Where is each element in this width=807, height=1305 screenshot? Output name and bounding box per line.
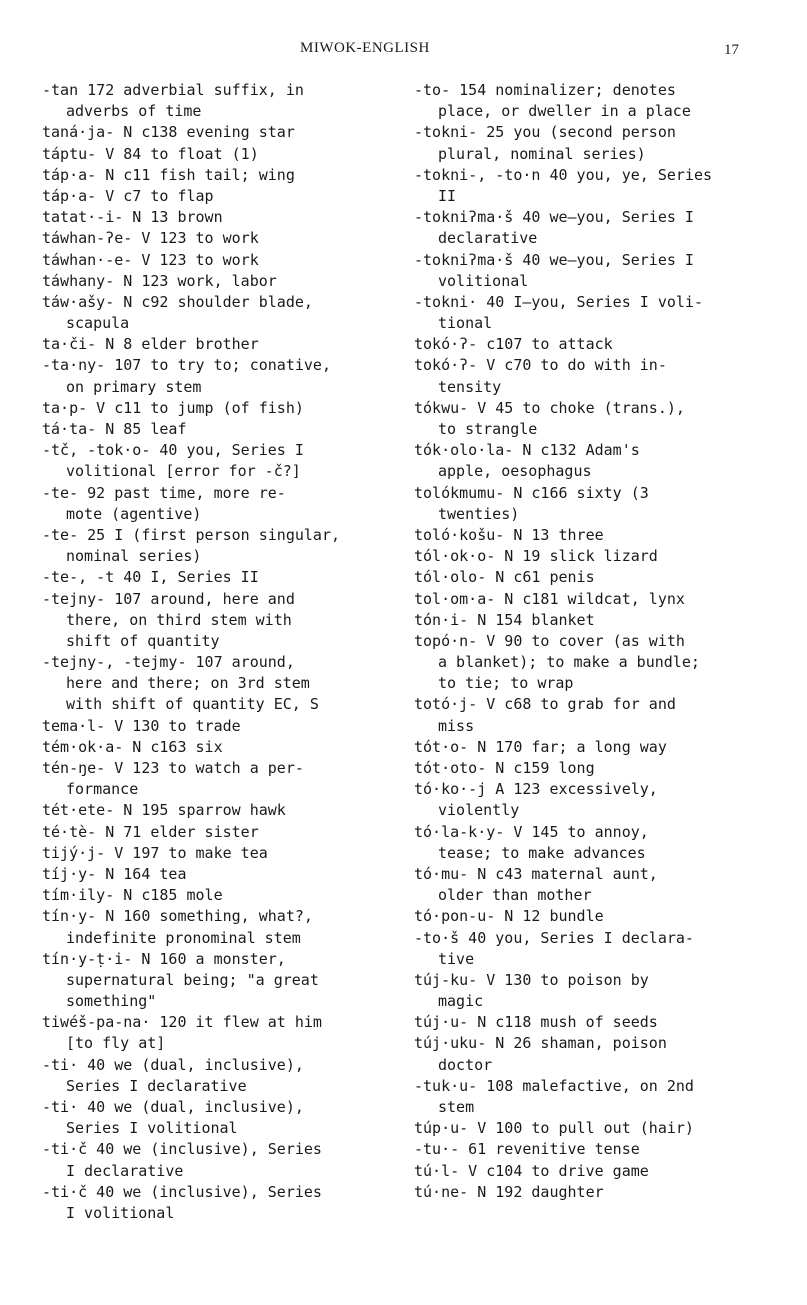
entry-line: -tokni- 25 you (second person [414, 123, 676, 142]
entry-line: tól·ok·o- N 19 slick lizard [414, 547, 658, 566]
entry-line: táwhany- N 123 work, labor [42, 271, 277, 290]
entry-line: tú·l- V c104 to drive game [414, 1161, 649, 1180]
entry-line: -tokniʔma·š 40 we—you, Series I [414, 208, 694, 227]
entry-line: topó·n- V 90 to cover (as with [414, 631, 685, 650]
entry-line: taná·ja- N c138 evening star [42, 123, 295, 142]
entry-line: -ti·č 40 we (inclusive), Series [42, 1182, 322, 1201]
entry-line: tó·ko·-j A 123 excessively, [414, 780, 658, 799]
entry-line: tijý·j- V 197 to make tea [42, 843, 268, 862]
entry-line: tém·ok·a- N c163 six [42, 737, 223, 756]
entry-continuation-line: indefinite pronominal stem [66, 928, 301, 947]
entry-continuation-line: apple, oesophagus [438, 462, 592, 481]
entry-continuation-line: I declarative [66, 1161, 184, 1180]
entry-line: -tokni· 40 I—you, Series I voli- [414, 292, 703, 311]
entry-continuation-line: supernatural being; "a great [66, 970, 319, 989]
entry-line: -to·š 40 you, Series I declara- [414, 928, 694, 947]
entry-continuation-line: stem [438, 1098, 475, 1116]
entry-continuation-line: to tie; to wrap [438, 674, 574, 693]
entry-continuation-line: adverbs of time [66, 102, 202, 121]
entry-line: túp·u- V 100 to pull out (hair) [414, 1119, 694, 1138]
entry-line: tó·pon-u- N 12 bundle [414, 907, 604, 926]
entry-line: -te- 92 past time, more re- [42, 483, 286, 502]
entry-continuation-line: declarative [438, 229, 538, 248]
entry-line: ta·p- V c11 to jump (of fish) [42, 398, 304, 417]
entry-line: tót·oto- N c159 long [414, 759, 595, 777]
entry-continuation-line: [to fly at] [66, 1034, 166, 1053]
entry-line: tín·y- N 160 something, what?, [42, 907, 313, 926]
entry-line: -ta·ny- 107 to try to; conative, [42, 356, 331, 375]
entry-line: tema·l- V 130 to trade [42, 716, 241, 735]
entry-continuation-line: scapula [66, 314, 130, 333]
entry-continuation-line: twenties) [438, 504, 520, 523]
entry-continuation-line: tional [438, 314, 493, 333]
entry-continuation-line: Series I declarative [66, 1076, 247, 1095]
entry-line: tolókmumu- N c166 sixty (3 [414, 483, 649, 502]
entry-continuation-line: to strangle [438, 420, 538, 438]
entry-line: -te- 25 I (first person singular, [42, 525, 341, 544]
entry-continuation-line: Series I volitional [66, 1119, 238, 1138]
entry-line: -tejny- 107 around, here and [42, 589, 295, 608]
entry-line: totó·j- V c68 to grab for and [414, 695, 676, 714]
entry-line: tol·om·a- N c181 wildcat, lynx [414, 589, 685, 608]
entry-line: toló·košu- N 13 three [414, 525, 604, 544]
entry-line: ta·či- N 8 elder brother [42, 335, 259, 354]
entry-continuation-line: tease; to make advances [438, 843, 646, 862]
entry-line: -ti·č 40 we (inclusive), Series [42, 1140, 322, 1159]
entry-line: tón·i- N 154 blanket [414, 610, 595, 629]
entry-line: táp·a- V c7 to flap [42, 186, 214, 205]
entry-line: -te-, -t 40 I, Series II [42, 568, 259, 587]
right-column [414, 80, 784, 1203]
entry-line: -tokniʔma·š 40 we—you, Series I [414, 250, 694, 269]
entry-continuation-line: magic [438, 992, 484, 1011]
left-column [42, 80, 387, 1224]
entry-line: tó·mu- N c43 maternal aunt, [414, 864, 658, 883]
entry-line: túj·u- N c118 mush of seeds [414, 1013, 658, 1032]
entry-continuation-line: miss [438, 716, 475, 735]
entry-continuation-line: older than mother [438, 886, 592, 905]
entry-line: tíj·y- N 164 tea [42, 864, 187, 883]
entry-line: táwhan-ʔe- V 123 to work [42, 229, 259, 248]
entry-line: -tejny-, -tejmy- 107 around, [42, 653, 295, 672]
running-head [0, 40, 807, 62]
entry-line: tól·olo- N c61 penis [414, 568, 595, 587]
entry-line: -ti· 40 we (dual, inclusive), [42, 1098, 304, 1116]
entry-line: táwhan·-e- V 123 to work [42, 250, 259, 269]
entry-continuation-line: volitional [error for -č?] [66, 462, 301, 481]
entry-line: té·tè- N 71 elder sister [42, 822, 259, 841]
entry-continuation-line: here and there; on 3rd stem [66, 674, 310, 693]
entry-continuation-line: a blanket); to make a bundle; [438, 653, 700, 672]
entry-line: tokó·ʔ- c107 to attack [414, 335, 613, 354]
entry-line: tót·o- N 170 far; a long way [414, 737, 667, 756]
entry-line: tú·ne- N 192 daughter [414, 1182, 604, 1201]
entry-continuation-line: shift of quantity [66, 631, 220, 650]
entry-continuation-line: nominal series) [66, 547, 202, 566]
entry-continuation-line: II [438, 186, 457, 205]
entry-continuation-line: plural, nominal series) [438, 144, 646, 163]
entry-continuation-line: violently [438, 801, 520, 820]
entry-line: tatat·-i- N 13 brown [42, 208, 223, 227]
entry-line: -tokni-, -to·n 40 you, ye, Series [414, 165, 713, 184]
entry-line: táptu- V 84 to float (1) [42, 144, 259, 163]
entry-continuation-line: there, on third stem with [66, 610, 292, 629]
entry-continuation-line: formance [66, 780, 139, 799]
entry-line: tiwéš-pa-na· 120 it flew at him [42, 1013, 322, 1032]
entry-line: -ti· 40 we (dual, inclusive), [42, 1055, 304, 1074]
entry-continuation-line: on primary stem [66, 377, 202, 396]
entry-line: túj-ku- V 130 to poison by [414, 970, 649, 989]
entry-continuation-line: something" [66, 992, 157, 1011]
entry-line: tét·ete- N 195 sparrow hawk [42, 801, 286, 820]
entry-continuation-line: place, or dweller in a place [438, 102, 691, 121]
entry-continuation-line: I volitional [66, 1203, 175, 1222]
entry-line: -tč, -tok·o- 40 you, Series I [42, 441, 304, 460]
entry-line: túj·uku- N 26 shaman, poison [414, 1034, 667, 1053]
entry-line: táw·ašy- N c92 shoulder blade, [42, 292, 313, 311]
entry-continuation-line: tive [438, 949, 475, 968]
entry-continuation-line: doctor [438, 1055, 493, 1074]
entry-line: -tan 172 adverbial suffix, in [42, 81, 304, 99]
entry-line: tók·olo·la- N c132 Adam's [414, 441, 640, 460]
entry-line: -tu·- 61 revenitive tense [414, 1140, 640, 1159]
entry-line: tín·y-ṭ·i- N 160 a monster, [42, 949, 286, 968]
entry-line: tókwu- V 45 to choke (trans.), [414, 398, 685, 417]
entry-continuation-line: volitional [438, 271, 529, 290]
entry-line: tó·la-k·y- V 145 to annoy, [414, 822, 649, 841]
entry-line: tím·ily- N c185 mole [42, 886, 223, 905]
page-number: 17 [724, 42, 739, 58]
entry-line: tokó·ʔ- V c70 to do with in- [414, 356, 667, 375]
entry-continuation-line: with shift of quantity EC, S [66, 695, 319, 714]
entry-continuation-line: tensity [438, 377, 502, 396]
entry-continuation-line: mote (agentive) [66, 504, 202, 523]
entry-line: táp·a- N c11 fish tail; wing [42, 165, 295, 184]
entry-line: tén-ŋe- V 123 to watch a per- [42, 759, 304, 777]
running-title: MIWOK-ENGLISH [300, 40, 430, 56]
entry-line: -to- 154 nominalizer; denotes [414, 81, 676, 99]
entry-line: -tuk·u- 108 malefactive, on 2nd [414, 1076, 694, 1095]
entry-line: tá·ta- N 85 leaf [42, 420, 187, 438]
